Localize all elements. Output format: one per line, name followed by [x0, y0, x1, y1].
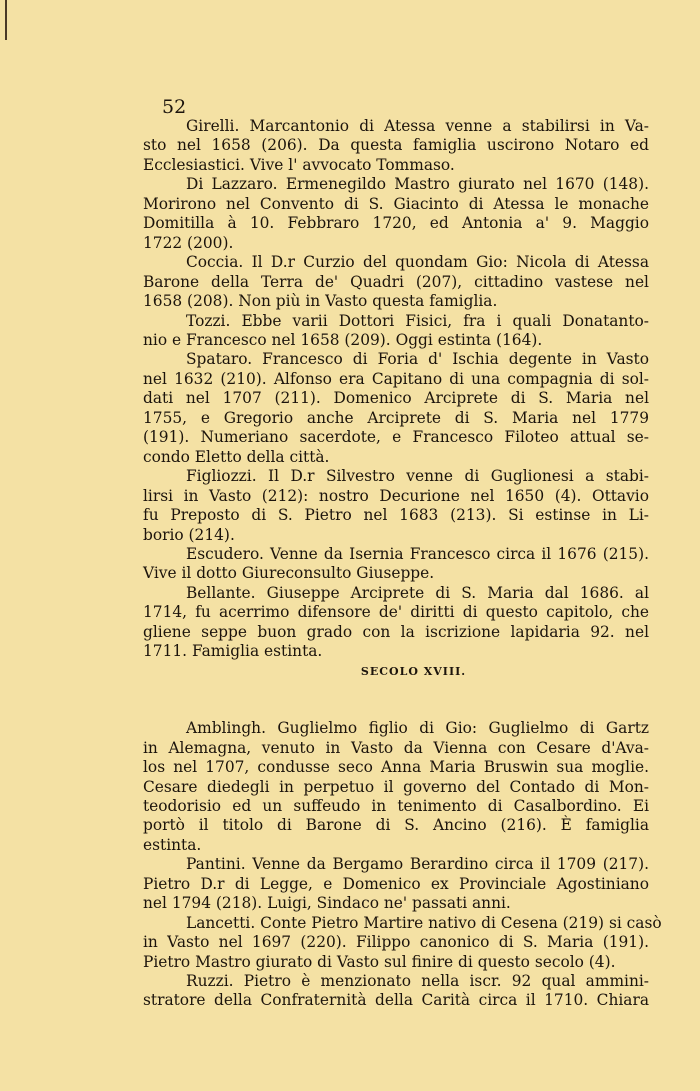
entry-first-line: Pantini. Venne da Bergamo Berardino circa il 1709 (217).: [186, 855, 649, 874]
family-entry: [143, 117, 649, 175]
entry-line: 1711. Famiglia estinta.: [143, 642, 323, 661]
family-entry: [143, 545, 649, 584]
entry-first-line: Girelli. Marcantonio di Atessa venne a stabilirsi in Va-: [186, 117, 649, 135]
family-entries-after: [143, 719, 662, 1011]
entry-line: portò il titolo di Barone di S. Ancino (216). È famiglia: [143, 816, 649, 835]
entry-line: sto nel 1658 (206). Da questa famiglia uscirono Notaro ed: [143, 136, 649, 155]
entry-line: lirsi in Vasto (212): nostro Decurione nel 1650 (4). Ottavio: [143, 486, 649, 505]
entry-first-line: Ruzzi. Pietro è menzionato nella iscr. 92 qual ammini-: [186, 972, 649, 991]
entry-line: Vive il dotto Giureconsulto Giuseppe.: [143, 564, 435, 583]
entry-line: nel 1794 (218). Luigi, Sindaco ne' passati anni.: [143, 894, 511, 913]
entry-line: fu Preposto di S. Pietro nel 1683 (213). Si estinse in Li-: [143, 506, 649, 525]
entry-line: in Alemagna, venuto in Vasto da Vienna con Cesare d'Ava-: [143, 738, 649, 757]
entry-first-line: Amblingh. Guglielmo figlio di Gio: Guglielmo di Gartz: [186, 719, 649, 738]
entry-line: Cesare diedegli in perpetuo il governo del Contado di Mon-: [143, 777, 649, 796]
entry-line: Morirono nel Convento di S. Giacinto di Atessa le monache: [143, 194, 649, 213]
family-entry: [143, 467, 649, 545]
entry-line: borio (214).: [143, 525, 235, 544]
entry-first-line: Figliozzi. Il D.r Silvestro venne di Guglionesi a stabi-: [186, 467, 649, 486]
entry-line: 1722 (200).: [143, 233, 234, 252]
entry-line: condo Eletto della città.: [143, 447, 330, 466]
family-entry: [143, 312, 649, 351]
entry-line: in Vasto nel 1697 (220). Filippo canonico di S. Maria (191).: [143, 933, 649, 952]
page-edge-mark: [5, 0, 7, 40]
entry-line: los nel 1707, condusse seco Anna Maria Bruswin sua moglie.: [143, 758, 649, 777]
family-entry: [143, 855, 649, 913]
section-heading: SECOLO XVIII.: [360, 664, 467, 678]
entry-line: teodorisio ed un suffeudo in tenimento di Casalbordino. Ei: [143, 796, 649, 815]
entry-first-line: Tozzi. Ebbe varii Dottori Fisici, fra i quali Donatanto-: [186, 311, 649, 330]
entry-line: 1714, fu acerrimo difensore de' diritti di questo capitolo, che: [143, 603, 649, 622]
entry-line: Pietro D.r di Legge, e Domenico ex Provinciale Agostiniano: [143, 874, 649, 893]
entry-first-line: Coccia. Il D.r Curzio del quondam Gio: Nicola di Atessa: [186, 253, 649, 272]
entry-line: estinta.: [143, 835, 202, 854]
family-entries-before: [143, 117, 649, 662]
entry-line: Barone della Terra de' Quadri (207), cittadino vastese nel: [143, 272, 649, 291]
entry-line: nio e Francesco nel 1658 (209). Oggi estinta (164).: [143, 330, 543, 349]
entry-first-line: Lancetti. Conte Pietro Martire nativo di Cesena (219) si casò: [186, 913, 662, 932]
entry-line: Ecclesiastici. Vive l' avvocato Tommaso.: [143, 155, 455, 174]
family-entry: [143, 584, 649, 662]
family-entry: [143, 719, 649, 855]
entry-line: dati nel 1707 (211). Domenico Arciprete di S. Maria nel: [143, 389, 649, 408]
entry-first-line: Escudero. Venne da Isernia Francesco circa il 1676 (215).: [186, 544, 649, 563]
family-entry: [143, 972, 649, 1011]
family-entry: [143, 175, 649, 253]
entry-line: 1658 (208). Non più in Vasto questa famiglia.: [143, 292, 498, 311]
page-number: 52: [162, 96, 187, 118]
family-entry: [143, 350, 649, 467]
entry-line: 1755, e Gregorio anche Arciprete di S. Maria nel 1779: [143, 408, 649, 427]
entry-line: stratore della Confraternità della Carità circa il 1710. Chiara: [143, 991, 649, 1010]
entry-line: Pietro Mastro giurato di Vasto sul finire di questo secolo (4).: [143, 952, 616, 971]
entry-line: gliene seppe buon grado con la iscrizione lapidaria 92. nel: [143, 622, 649, 641]
family-entry: [143, 253, 649, 311]
family-entry: [143, 913, 662, 972]
entry-first-line: Di Lazzaro. Ermenegildo Mastro giurato nel 1670 (148).: [186, 175, 649, 194]
body-text: [143, 117, 662, 1011]
entry-line: Domitilla à 10. Febbraro 1720, ed Antonia a' 9. Maggio: [143, 214, 649, 233]
entry-line: (191). Numeriano sacerdote, e Francesco Filoteo attual se-: [143, 428, 649, 447]
entry-first-line: Bellante. Giuseppe Arciprete di S. Maria dal 1686. al: [186, 583, 649, 602]
entry-first-line: Spataro. Francesco di Foria d' Ischia degente in Vasto: [186, 350, 649, 369]
entry-line: nel 1632 (210). Alfonso era Capitano di una compagnia di sol-: [143, 369, 649, 388]
